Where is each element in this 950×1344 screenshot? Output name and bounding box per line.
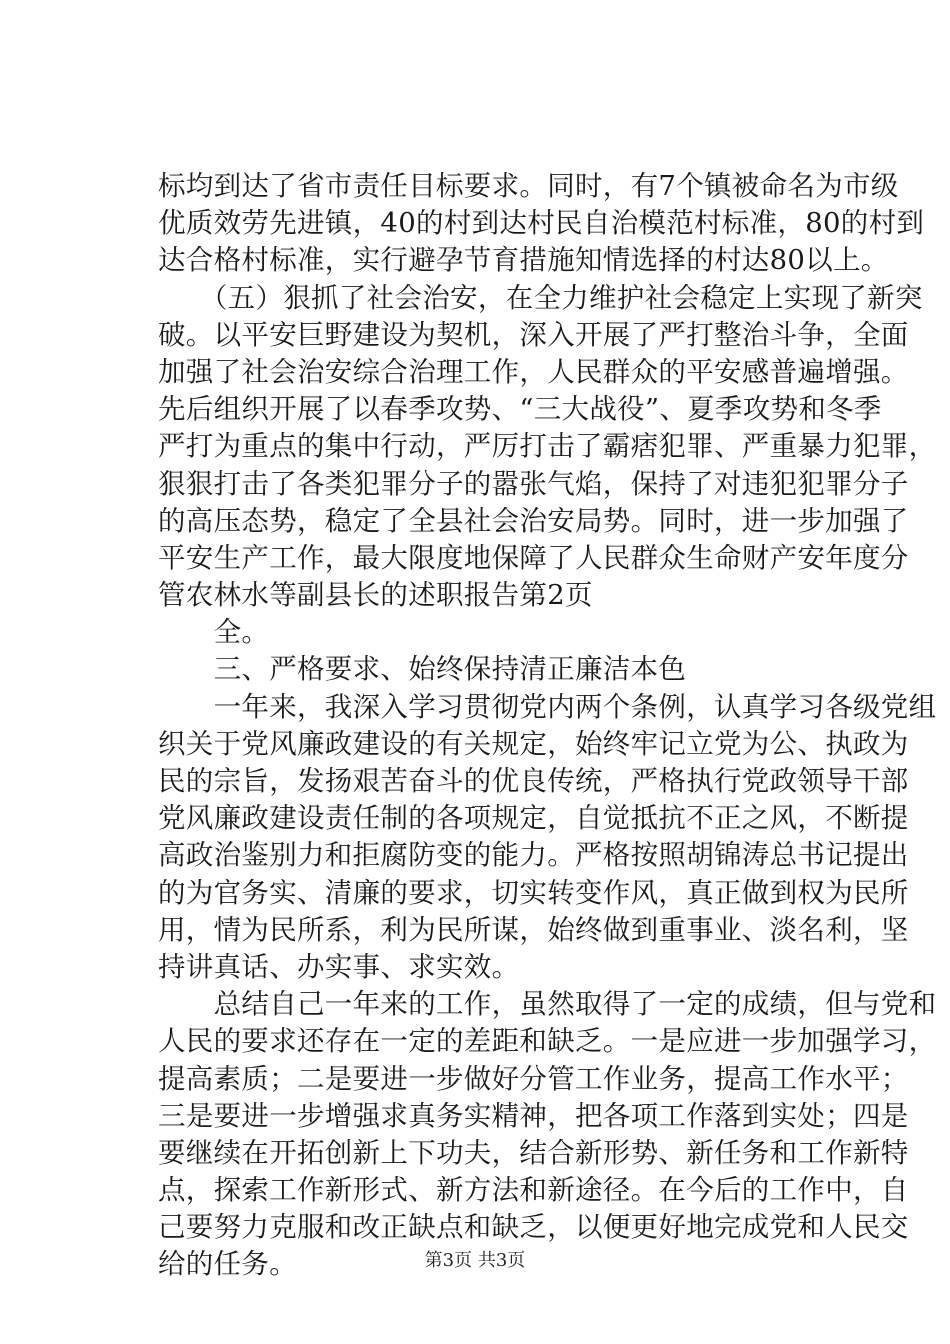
text-line: 高政治鉴别力和拒腐防变的能力。严格按照胡锦涛总书记提出 (158, 839, 909, 872)
text-line: 优质效劳先进镇，40的村到达村民自治模范村标准，80的村到 (158, 207, 925, 240)
document-body (158, 168, 937, 1284)
text-line: 提高素质；二是要进一步做好分管工作业务，提高工作水平； (158, 1062, 909, 1095)
text-line: 点，探索工作新形式、新方法和新途径。在今后的工作中，自 (158, 1174, 909, 1207)
text-line: 管农林水等副县长的述职报告第2页 (158, 579, 593, 612)
text-line: 党风廉政建设责任制的各项规定，自觉抵抗不正之风，不断提 (158, 802, 909, 835)
text-line: 己要努力克服和改正缺点和缺乏，以便更好地完成党和人民交 (158, 1211, 909, 1244)
text-line: 的高压态势，稳定了全县社会治安局势。同时，进一步加强了 (158, 504, 909, 537)
text-line: 全。 (158, 616, 270, 649)
text-line: 达合格村标准，实行避孕节育措施知情选择的村达80以上。 (158, 244, 889, 277)
text-line: 标均到达了省市责任目标要求。同时，有7个镇被命名为市级 (158, 170, 899, 202)
text-line: 人民的要求还存在一定的差距和缺乏。一是应进一步加强学习， (158, 1025, 937, 1058)
text-line: 严打为重点的集中行动，严厉打击了霸痞犯罪、严重暴力犯罪， (158, 430, 937, 463)
text-line: 三、严格要求、始终保持清正廉洁本色 (158, 653, 687, 686)
text-line: 三是要进一步增强求真务实精神，把各项工作落到实处；四是 (158, 1099, 909, 1132)
text-line: 民的宗旨，发扬艰苦奋斗的优良传统，严格执行党政领导干部 (158, 765, 909, 797)
text-line: 平安生产工作，最大限度地保障了人民群众生命财产安年度分 (158, 541, 909, 574)
text-line: 一年来，我深入学习贯彻党内两个条例，认真学习各级党组 (158, 690, 937, 723)
text-line: 的为官务实、清廉的要求，切实转变作风，真正做到权为民所 (158, 876, 909, 909)
text-line: （五）狠抓了社会治安，在全力维护社会稳定上实现了新突 (158, 281, 923, 314)
text-line: 给的任务。 (158, 1248, 297, 1281)
page-footer: 第3页 共3页 (424, 1250, 526, 1271)
text-line: 用，情为民所系，利为民所谋，始终做到重事业、淡名利，坚 (158, 913, 909, 946)
text-line: 总结自己一年来的工作，虽然取得了一定的成绩，但与党和 (158, 988, 937, 1021)
text-line: 持讲真话、办实事、求实效。 (158, 950, 520, 983)
text-line: 加强了社会治安综合治理工作，人民群众的平安感普遍增强。 (158, 355, 909, 388)
text-line: 先后组织开展了以春季攻势、“三大战役”、夏季攻势和冬季 (158, 393, 882, 426)
text-line: 狠狠打击了各类犯罪分子的嚣张气焰，保持了对违犯犯罪分子 (158, 467, 909, 500)
text-line: 织关于党风廉政建设的有关规定，始终牢记立党为公、执政为 (158, 727, 909, 760)
text-line: 要继续在开拓创新上下功夫，结合新形势、新任务和工作新特 (158, 1136, 909, 1169)
text-line: 破。以平安巨野建设为契机，深入开展了严打整治斗争，全面 (158, 318, 909, 351)
